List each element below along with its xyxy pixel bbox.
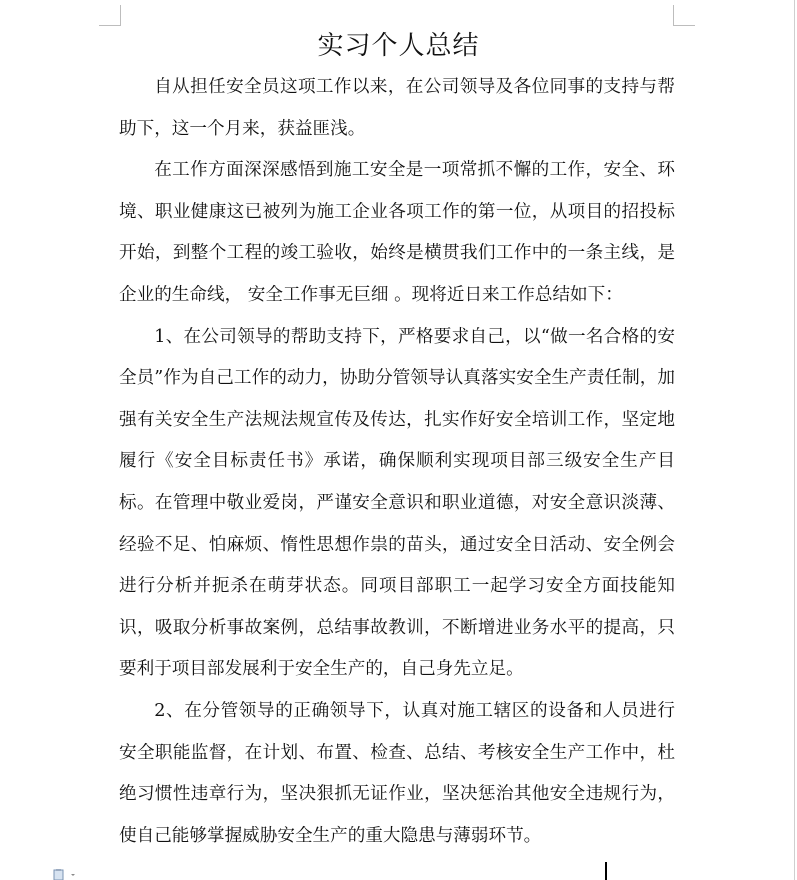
page-edge [794, 0, 795, 880]
paragraph: 1、在公司领导的帮助支持下，严格要求自己，以“做一名合格的安全员”作为自己工作的动力，协助分管领导认真落实安全生产责任制，加强有关安全生产法规法规宣传及传达，扎实作好安全培训工作，坚定地履行《安全目标责任书》承诺，确保顺利实现项目部三级安全生产目标。在管理中敬业爱岗，严谨安全意识和职业道德，对安全意识淡薄、经验不足、怕麻烦、惰性思想作祟的苗头，通过安全日活动、安全例会进行分析并扼杀在萌芽状态。同项目部职工一起学习安全方面技能知识，吸取分析事故案例，总结事故教训，不断增进业务水平的提高，只要利于项目部发展利于安全生产的，自己身先立足。 [119, 326, 675, 680]
text-cursor [605, 862, 607, 880]
paragraph: 自从担任安全员这项工作以来，在公司领导及各位同事的支持与帮助下，这一个月来，获益匪浅。 [119, 77, 675, 139]
crop-mark-top-left-horizontal [99, 25, 121, 26]
paste-options-icon[interactable] [52, 869, 82, 880]
paragraph: 在工作方面深深感悟到施工安全是一项常抓不懈的工作，安全、环境、职业健康这已被列为施工企业各项工作的第一位，从项目的招投标开始，到整个工程的竣工验收，始终是横贯我们工作中的一条主线，是企业的生命线， 安全工作事无巨细 。现将近日来工作总结如下： [119, 160, 675, 305]
paragraph: 2、在分管领导的正确领导下，认真对施工辖区的设备和人员进行安全职能监督，在计划、布置、检查、总结、考核安全生产工作中，杜绝习惯性违章行为，坚决狠抓无证作业，坚决惩治其他安全违规行为，使自己能够掌握威胁安全生产的重大隐患与薄弱环节。 [119, 700, 675, 846]
document-body[interactable] [119, 67, 675, 857]
crop-mark-top-right-vertical [673, 5, 674, 26]
crop-mark-top-right-horizontal [673, 25, 695, 26]
crop-mark-top-left-vertical [120, 5, 121, 26]
document-title: 实习个人总结 [317, 31, 480, 61]
